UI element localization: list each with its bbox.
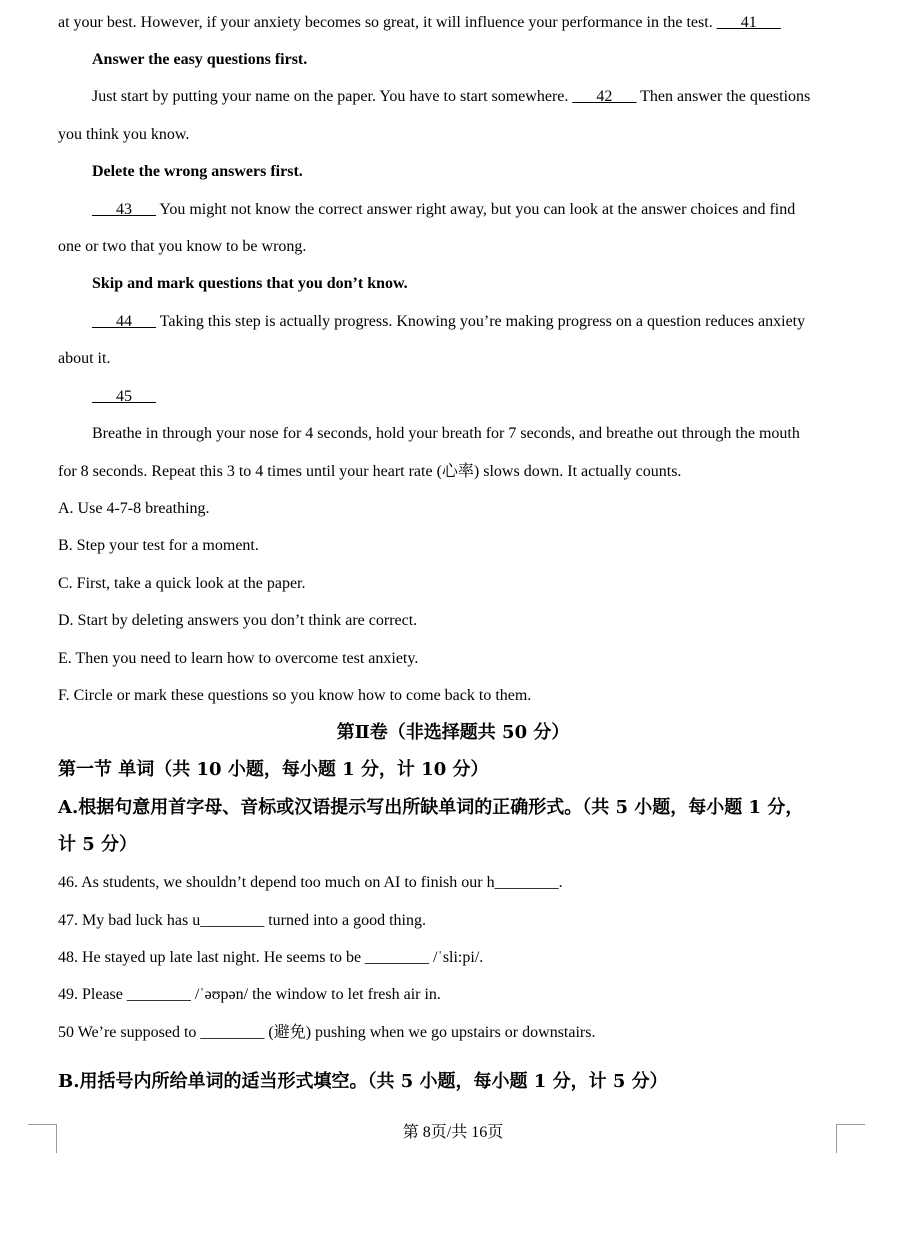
- part-1-heading: 第一节 单词（共 10 小题，每小题 1 分，计 10 分）: [58, 759, 489, 780]
- heading-easy-questions: Answer the easy questions first.: [92, 51, 308, 68]
- passage-line-43: [92, 199, 848, 221]
- blank-43: ___43___: [92, 201, 156, 218]
- option-d: D. Start by deleting answers you don’t think are correct.: [58, 612, 418, 629]
- question-48: 48. He stayed up late last night. He seems to be ________ /ˈsli:pi/.: [58, 949, 484, 966]
- passage-line: one or two that you know to be wrong.: [58, 238, 307, 255]
- passage-line: Breathe in through your nose for 4 seconds, hold your breath for 7 seconds, and breathe out through the mouth: [92, 425, 800, 442]
- passage-text: at your best. However, if your anxiety becomes so great, it will influence your performance in the test.: [58, 14, 717, 31]
- blank-41: ___41___: [716, 14, 781, 31]
- option-b: B. Step your test for a moment.: [58, 537, 259, 554]
- passage-line: about it.: [58, 350, 111, 367]
- passage-line: for 8 seconds. Repeat this 3 to 4 times until your heart rate (心率) slows down. It actually counts.: [58, 463, 682, 480]
- passage-text: Just start by putting your name on the paper. You have to start somewhere.: [92, 88, 573, 105]
- passage-text: Then answer the questions: [636, 88, 811, 105]
- passage-line-42: [92, 86, 848, 108]
- option-a: A. Use 4-7-8 breathing.: [58, 500, 210, 517]
- blank-44: ___44___: [92, 313, 156, 330]
- part-b-instruction: B.用括号内所给单词的适当形式填空。（共 5 小题，每小题 1 分，计 5 分）: [58, 1071, 668, 1092]
- passage-line-41: [58, 12, 848, 34]
- part-a-instruction: A.根据句意用首字母、音标或汉语提示写出所缺单词的正确形式。（共 5 小题，每小题 1 分，: [58, 797, 804, 818]
- option-f: F. Circle or mark these questions so you know how to come back to them.: [58, 687, 532, 704]
- passage-line-45: [92, 386, 848, 408]
- passage-text: Taking this step is actually progress. Knowing you’re making progress on a question reduces anxiety: [156, 313, 806, 330]
- section-2-title: 第Ⅱ卷（非选择题共 50 分）: [336, 722, 570, 743]
- passage-line-44: [92, 311, 848, 333]
- passage-text: You might not know the correct answer right away, but you can look at the answer choices and find: [156, 201, 796, 218]
- passage-line: you think you know.: [58, 126, 190, 143]
- option-e: E. Then you need to learn how to overcome test anxiety.: [58, 650, 419, 667]
- heading-delete-wrong: Delete the wrong answers first.: [92, 163, 303, 180]
- blank-42: ___42___: [572, 88, 637, 105]
- blank-45: ___45___: [92, 388, 156, 405]
- page-number: 第 8页/共 16页: [402, 1124, 504, 1141]
- question-47: 47. My bad luck has u________ turned into a good thing.: [58, 912, 426, 929]
- question-49: 49. Please ________ /ˈəʊpən/ the window to let fresh air in.: [58, 986, 441, 1003]
- question-46: 46. As students, we shouldn’t depend too much on AI to finish our h________.: [58, 874, 563, 891]
- option-c: C. First, take a quick look at the paper.: [58, 575, 306, 592]
- question-50: 50 We’re supposed to ________ (避免) pushing when we go upstairs or downstairs.: [58, 1024, 596, 1041]
- part-a-instruction-cont: 计 5 分）: [58, 834, 138, 855]
- heading-skip-mark: Skip and mark questions that you don’t know.: [92, 275, 408, 292]
